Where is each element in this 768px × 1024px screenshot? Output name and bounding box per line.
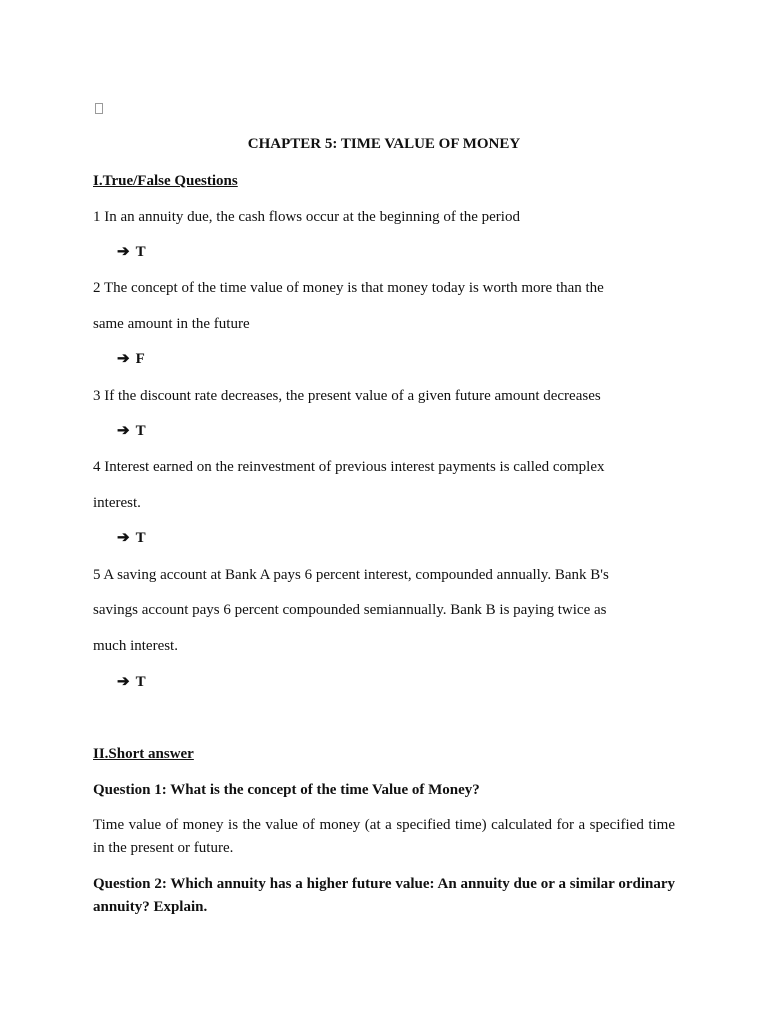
short-question-1: Question 1: What is the concept of the time Value of Money? [93, 782, 480, 798]
answer-value: T [135, 423, 146, 439]
tf-question-2-line-1: 2 The concept of the time value of money is that money today is worth more than the [93, 280, 604, 296]
tf-question-5-line-2: savings account pays 6 percent compounded semiannually. Bank B is paying twice as [93, 602, 607, 618]
tf-answer-4 [117, 529, 146, 547]
tf-question-5-line-1: 5 A saving account at Bank A pays 6 percent interest, compounded annually. Bank B's [93, 567, 609, 583]
arrow-right-icon: ➔ [117, 244, 130, 260]
tf-question-3: 3 If the discount rate decreases, the present value of a given future amount decreases [93, 388, 601, 404]
answer-value: T [135, 244, 146, 260]
tf-question-1: 1 In an annuity due, the cash flows occur at the beginning of the period [93, 209, 520, 225]
answer-value: T [135, 674, 146, 690]
tf-answer-1 [117, 243, 146, 261]
tf-question-4-line-2: interest. [93, 495, 141, 511]
tf-question-5-line-3: much interest. [93, 638, 178, 654]
short-question-2: Question 2: Which annuity has a higher future value: An annuity due or a similar ordinary annuity? Explain. [93, 876, 675, 915]
section-heading-true-false: I.True/False Questions [93, 173, 238, 189]
arrow-right-icon: ➔ [117, 674, 130, 690]
tf-answer-5 [117, 673, 146, 691]
tf-question-2-line-2: same amount in the future [93, 316, 250, 332]
chapter-title: CHAPTER 5: TIME VALUE OF MONEY [247, 136, 521, 152]
arrow-right-icon: ➔ [117, 530, 130, 546]
section-heading-short-answer: II.Short answer [93, 746, 194, 762]
arrow-right-icon: ➔ [117, 351, 130, 367]
missing-image-placeholder-icon [95, 103, 103, 114]
short-answer-1: Time value of money is the value of money (at a specified time) calculated for a specified time in the present or future. [93, 817, 675, 856]
tf-question-4-line-1: 4 Interest earned on the reinvestment of previous interest payments is called complex [93, 459, 605, 475]
answer-value: F [135, 351, 145, 367]
tf-answer-3 [117, 422, 146, 440]
answer-value: T [135, 530, 146, 546]
tf-answer-2 [117, 350, 145, 368]
arrow-right-icon: ➔ [117, 423, 130, 439]
